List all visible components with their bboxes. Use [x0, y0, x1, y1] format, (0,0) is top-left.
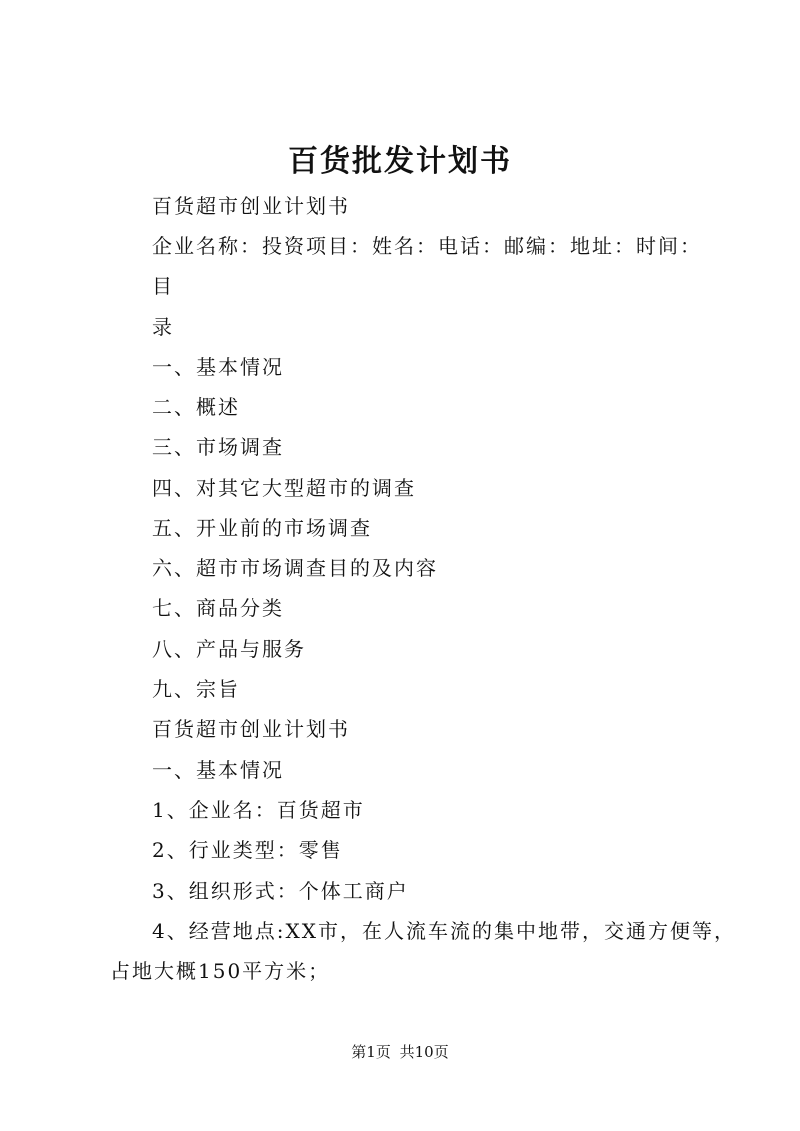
toc-item-3: 三、市场调查	[152, 435, 284, 459]
page-footer	[0, 1040, 800, 1064]
toc-item-9: 九、宗旨	[152, 677, 240, 701]
basic-item-4-continued: 占地大概150平方米；	[110, 959, 331, 983]
page-number: 第1页	[351, 1043, 391, 1061]
section-heading-basic: 一、基本情况	[152, 758, 284, 782]
toc-label-lu: 录	[152, 315, 174, 339]
section-heading-plan: 百货超市创业计划书	[152, 717, 350, 741]
toc-item-7: 七、商品分类	[152, 596, 284, 620]
toc-item-6: 六、超市市场调查目的及内容	[152, 556, 438, 580]
toc-label-mu: 目	[152, 274, 174, 298]
toc-item-1: 一、基本情况	[152, 355, 284, 379]
document-title: 百货批发计划书	[288, 144, 512, 179]
paragraph-plan-heading: 百货超市创业计划书	[152, 194, 350, 218]
page-total: 共10页	[399, 1043, 449, 1061]
basic-item-2: 2、行业类型：零售	[152, 838, 343, 862]
toc-item-8: 八、产品与服务	[152, 637, 306, 661]
toc-item-2: 二、概述	[152, 395, 240, 419]
toc-item-4: 四、对其它大型超市的调查	[152, 476, 416, 500]
paragraph-info-fields: 企业名称：投资项目：姓名：电话：邮编：地址：时间：	[152, 234, 702, 258]
basic-item-1: 1、企业名：百货超市	[152, 798, 365, 822]
basic-item-3: 3、组织形式：个体工商户	[152, 879, 409, 903]
basic-item-4: 4、经营地点:XX市，在人流车流的集中地带，交通方便等，	[152, 919, 736, 943]
toc-item-5: 五、开业前的市场调查	[152, 516, 372, 540]
